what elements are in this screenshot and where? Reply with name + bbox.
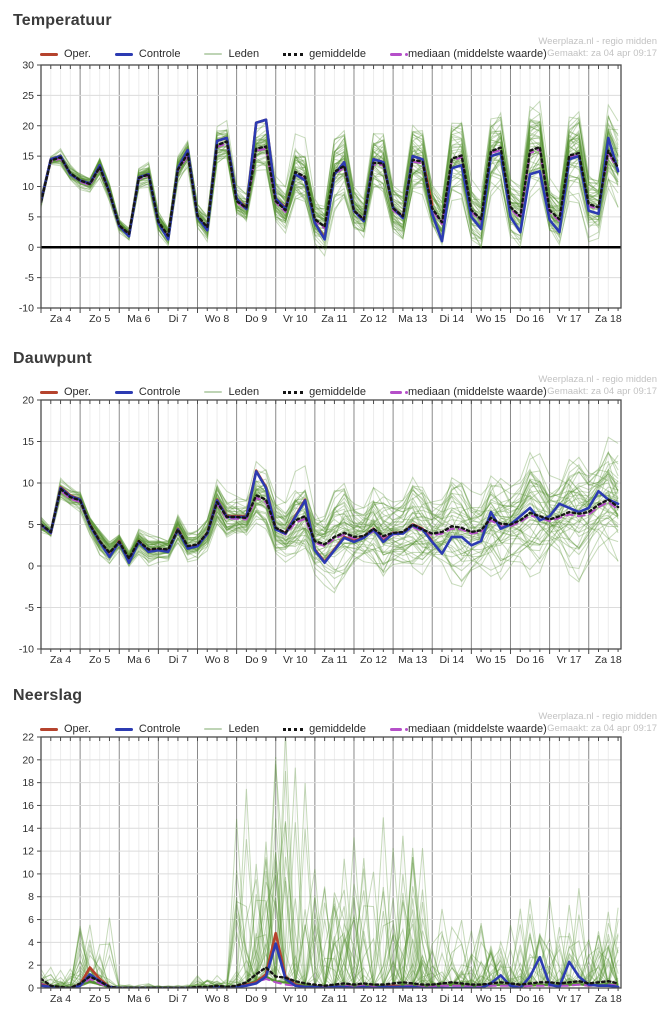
svg-text:20: 20 [22, 754, 34, 767]
svg-text:Ma 6: Ma 6 [127, 993, 151, 1005]
svg-text:Zo 5: Zo 5 [89, 313, 111, 325]
watermark-created: Gemaakt: za 04 apr 09:17 [547, 386, 657, 397]
svg-text:Za 4: Za 4 [50, 654, 72, 666]
svg-text:20: 20 [22, 394, 34, 407]
svg-text:Vr 17: Vr 17 [556, 313, 582, 325]
legend-label: mediaan (middelste waarde) [407, 723, 547, 735]
svg-text:Wo 15: Wo 15 [475, 654, 507, 666]
legend-label: Leden [228, 386, 260, 398]
svg-text:-10: -10 [18, 643, 34, 656]
panel-neerslag [0, 675, 663, 1024]
svg-text:Zo 5: Zo 5 [89, 993, 111, 1005]
svg-text:Zo 5: Zo 5 [89, 654, 111, 666]
chart-dauwpunt [0, 390, 663, 672]
svg-text:Di 7: Di 7 [168, 313, 188, 325]
svg-text:Do 9: Do 9 [245, 654, 268, 666]
svg-text:Ma 13: Ma 13 [398, 993, 428, 1005]
svg-text:Zo 12: Zo 12 [360, 313, 387, 325]
svg-text:Do 16: Do 16 [516, 313, 545, 325]
svg-text:Vr 10: Vr 10 [282, 654, 308, 666]
svg-text:10: 10 [22, 868, 34, 881]
svg-text:Wo 8: Wo 8 [204, 313, 230, 325]
svg-text:10: 10 [22, 477, 34, 490]
svg-text:Vr 10: Vr 10 [282, 313, 308, 325]
svg-text:Za 18: Za 18 [594, 654, 622, 666]
svg-text:Za 4: Za 4 [50, 313, 72, 325]
panel-dauwpunt [0, 338, 663, 675]
svg-text:2: 2 [28, 959, 34, 972]
svg-text:30: 30 [22, 59, 34, 72]
svg-text:Wo 15: Wo 15 [475, 993, 507, 1005]
legend-label: Controle [138, 723, 181, 735]
svg-text:Vr 10: Vr 10 [282, 993, 308, 1005]
page-title: Dauwpunt [13, 350, 92, 367]
svg-text:Do 16: Do 16 [516, 993, 545, 1005]
legend-label: Leden [228, 723, 260, 735]
svg-text:15: 15 [22, 436, 34, 448]
legend-label: gemiddelde [309, 723, 366, 735]
legend-label: mediaan (middelste waarde) [407, 386, 547, 398]
svg-text:Do 16: Do 16 [516, 654, 545, 666]
watermark-created: Gemaakt: za 04 apr 09:17 [547, 48, 657, 59]
svg-text:Wo 15: Wo 15 [475, 313, 507, 325]
legend-label: Oper. [64, 723, 91, 735]
page-title: Neerslag [13, 687, 83, 704]
svg-text:5: 5 [28, 211, 34, 224]
svg-text:-5: -5 [24, 602, 34, 614]
legend-label: Leden [228, 48, 260, 60]
svg-text:20: 20 [22, 120, 34, 133]
svg-text:Wo 8: Wo 8 [204, 654, 230, 666]
legend-label: gemiddelde [309, 48, 366, 60]
svg-text:0: 0 [28, 982, 34, 995]
legend-label: Oper. [64, 386, 91, 398]
svg-text:Ma 13: Ma 13 [398, 654, 428, 666]
legend-label: Controle [138, 386, 181, 398]
svg-text:25: 25 [22, 89, 34, 102]
svg-text:Vr 17: Vr 17 [556, 654, 582, 666]
svg-text:14: 14 [22, 822, 34, 835]
svg-text:Di 7: Di 7 [168, 993, 188, 1005]
svg-text:18: 18 [22, 777, 34, 790]
svg-text:-10: -10 [18, 302, 34, 315]
svg-text:Za 18: Za 18 [594, 993, 622, 1005]
svg-text:Zo 12: Zo 12 [360, 993, 387, 1005]
legend-label: Oper. [64, 48, 91, 60]
svg-text:-5: -5 [24, 272, 34, 285]
svg-text:Do 9: Do 9 [245, 313, 268, 325]
svg-text:Za 18: Za 18 [594, 313, 622, 325]
watermark-source: Weerplaza.nl - regio midden [538, 374, 657, 385]
chart-temperatuur [0, 55, 663, 335]
svg-text:10: 10 [22, 181, 34, 193]
svg-text:12: 12 [22, 845, 34, 858]
panel-temperatuur [0, 0, 663, 338]
svg-text:Vr 17: Vr 17 [556, 993, 582, 1005]
svg-text:5: 5 [28, 519, 34, 531]
svg-text:6: 6 [28, 914, 34, 927]
svg-text:22: 22 [22, 731, 34, 744]
svg-text:Di 14: Di 14 [439, 654, 465, 666]
svg-text:4: 4 [28, 936, 34, 949]
watermark-source: Weerplaza.nl - regio midden [538, 36, 657, 47]
watermark-created: Gemaakt: za 04 apr 09:17 [547, 723, 657, 734]
svg-text:Di 7: Di 7 [168, 654, 188, 666]
svg-text:Do 9: Do 9 [245, 993, 268, 1005]
svg-text:Za 11: Za 11 [321, 993, 348, 1005]
svg-text:15: 15 [22, 150, 34, 163]
svg-text:Za 11: Za 11 [321, 313, 348, 325]
svg-text:Ma 13: Ma 13 [398, 313, 428, 325]
svg-text:Ma 6: Ma 6 [127, 313, 151, 325]
svg-text:Za 11: Za 11 [321, 654, 348, 666]
svg-text:8: 8 [28, 891, 34, 904]
svg-text:16: 16 [22, 799, 34, 812]
watermark-source: Weerplaza.nl - regio midden [538, 711, 657, 722]
svg-text:Ma 6: Ma 6 [127, 654, 151, 666]
svg-text:Za 4: Za 4 [50, 993, 72, 1005]
svg-text:Wo 8: Wo 8 [204, 993, 230, 1005]
legend-label: mediaan (middelste waarde) [407, 48, 547, 60]
chart-neerslag [0, 727, 663, 1022]
svg-text:Di 14: Di 14 [439, 313, 465, 325]
legend-label: Controle [138, 48, 181, 60]
svg-text:Di 14: Di 14 [439, 993, 465, 1005]
legend-label: gemiddelde [309, 386, 366, 398]
svg-text:0: 0 [28, 241, 34, 254]
svg-text:Zo 12: Zo 12 [360, 654, 387, 666]
page-title: Temperatuur [13, 12, 112, 29]
svg-text:0: 0 [28, 560, 34, 573]
